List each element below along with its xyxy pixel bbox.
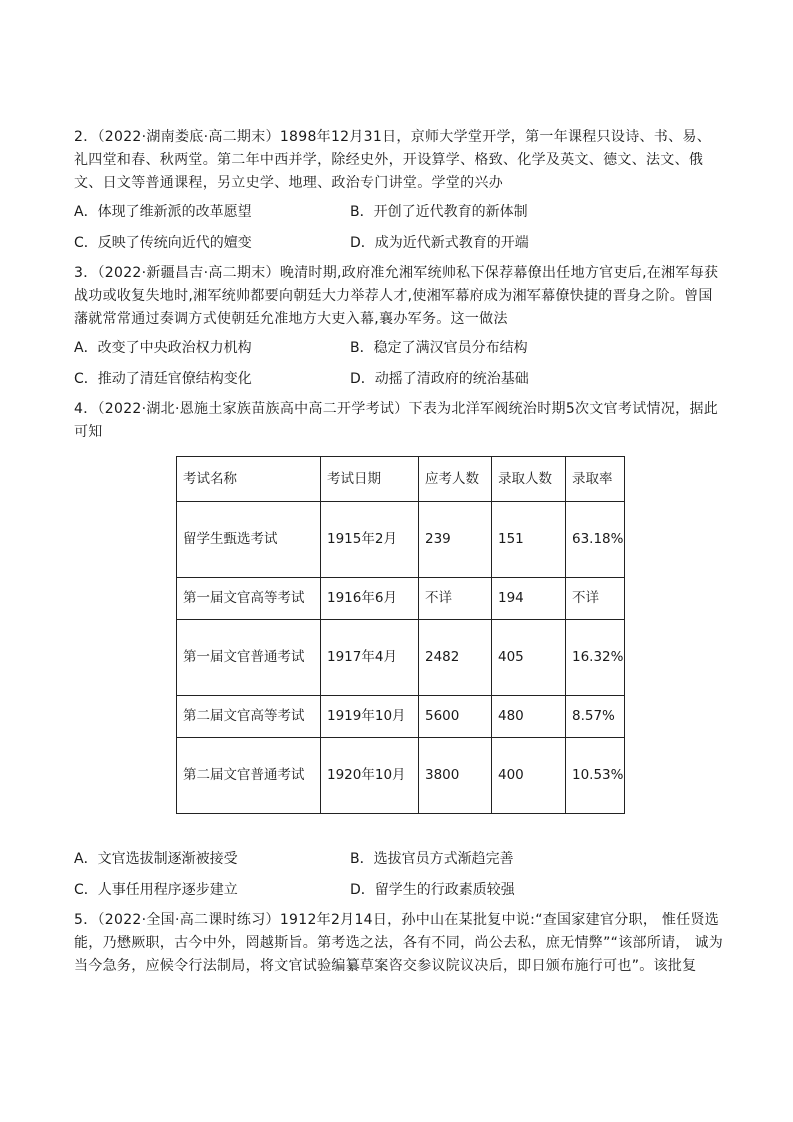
table-cell: 留学生甄选考试 (177, 502, 321, 578)
question-4-stem: 4．（2022·湖北·恩施土家族苗族高中高二开学考试）下表为北洋军阀统治时期5次文官考试情况，据此可知 (74, 401, 719, 440)
question-3-options (74, 337, 724, 390)
question-3-option-a: A．改变了中央政治权力机构 (74, 340, 252, 356)
table-cell: 1915年2月 (321, 502, 419, 578)
table-row (177, 578, 625, 620)
table-cell: 1920年10月 (321, 738, 419, 814)
question-3-option-c: C．推动了清廷官僚结构变化 (74, 371, 252, 387)
table-cell: 194 (492, 578, 566, 620)
exam-statistics-table (176, 456, 625, 814)
table-cell: 239 (419, 502, 492, 578)
table-cell: 1916年6月 (321, 578, 419, 620)
table-cell: 5600 (419, 696, 492, 738)
question-5-stem: 5．（2022·全国·高二课时练习）1912年2月14日，孙中山在某批复中说:“查国家建官分职， 惟任贤选能，乃懋厥职，古今中外，罔越斯旨。第考选之法，各有不同，尚公去私，庶无情弊”“该部所请， 诚为当今急务，应候令行法制局，将文官试验编纂草案咨交参议院议决后，即日颁布施行可也”。该批复 (74, 912, 724, 974)
header-cell: 应考人数 (419, 457, 492, 502)
question-2-options (74, 201, 724, 254)
question-2-option-a: A．体现了维新派的改革愿望 (74, 204, 252, 220)
table-cell: 3800 (419, 738, 492, 814)
table-cell: 400 (492, 738, 566, 814)
table-cell: 8.57% (566, 696, 625, 738)
question-4-option-d: D．留学生的行政素质较强 (350, 882, 515, 898)
table-header-row (177, 457, 625, 502)
table-cell: 63.18% (566, 502, 625, 578)
header-cell: 考试日期 (321, 457, 419, 502)
table-cell: 第一届文官普通考试 (177, 620, 321, 696)
table-cell: 405 (492, 620, 566, 696)
table-cell: 2482 (419, 620, 492, 696)
header-cell: 录取人数 (492, 457, 566, 502)
table-cell: 不详 (566, 578, 625, 620)
table-cell: 480 (492, 696, 566, 738)
question-4-option-c: C．人事任用程序逐步建立 (74, 882, 238, 898)
question-2-stem: 2．（2022·湖南娄底·高二期末）1898年12月31日，京师大学堂开学，第一年课程只设诗、书、易、礼四堂和春、秋两堂。第二年中西并学，除经史外，开设算学、格致、化学及英文、德文、法文、俄文、日文等普通课程，另立史学、地理、政治专门讲堂。学堂的兴办 (74, 129, 711, 191)
table-cell: 16.32% (566, 620, 625, 696)
table-cell: 1917年4月 (321, 620, 419, 696)
question-4-option-a: A．文官选拔制逐渐被接受 (74, 851, 238, 867)
table-row (177, 502, 625, 578)
question-2-option-d: D．成为近代新式教育的开端 (350, 235, 529, 251)
table-row (177, 696, 625, 738)
table-cell: 不详 (419, 578, 492, 620)
table-cell: 第一届文官高等考试 (177, 578, 321, 620)
question-2-option-b: B．开创了近代教育的新体制 (350, 204, 528, 220)
question-4-options (74, 848, 724, 901)
question-2-option-c: C．反映了传统向近代的嬗变 (74, 235, 252, 251)
table-cell: 10.53% (566, 738, 625, 814)
question-3-stem: 3．（2022·新疆昌吉·高二期末）晚清时期,政府准允湘军统帅私下保荐幕僚出任地方官吏后,在湘军每获战功或收复失地时,湘军统帅都要向朝廷大力举荐人才,使湘军幕府成为湘军幕僚快捷的晋身之阶。曾国藩就常常通过奏调方式使朝廷允准地方大吏入幕,襄办军务。这一做法 (74, 265, 719, 327)
header-cell: 考试名称 (177, 457, 321, 502)
table-row (177, 620, 625, 696)
header-cell: 录取率 (566, 457, 625, 502)
question-4-option-b: B．选拔官员方式渐趋完善 (350, 851, 514, 867)
question-3-option-b: B．稳定了满汉官员分布结构 (350, 340, 528, 356)
table-cell: 151 (492, 502, 566, 578)
question-3-option-d: D．动摇了清政府的统治基础 (350, 371, 529, 387)
question-page (74, 126, 724, 984)
table-cell: 1919年10月 (321, 696, 419, 738)
table-cell: 第二届文官高等考试 (177, 696, 321, 738)
table-row (177, 738, 625, 814)
table-cell: 第二届文官普通考试 (177, 738, 321, 814)
